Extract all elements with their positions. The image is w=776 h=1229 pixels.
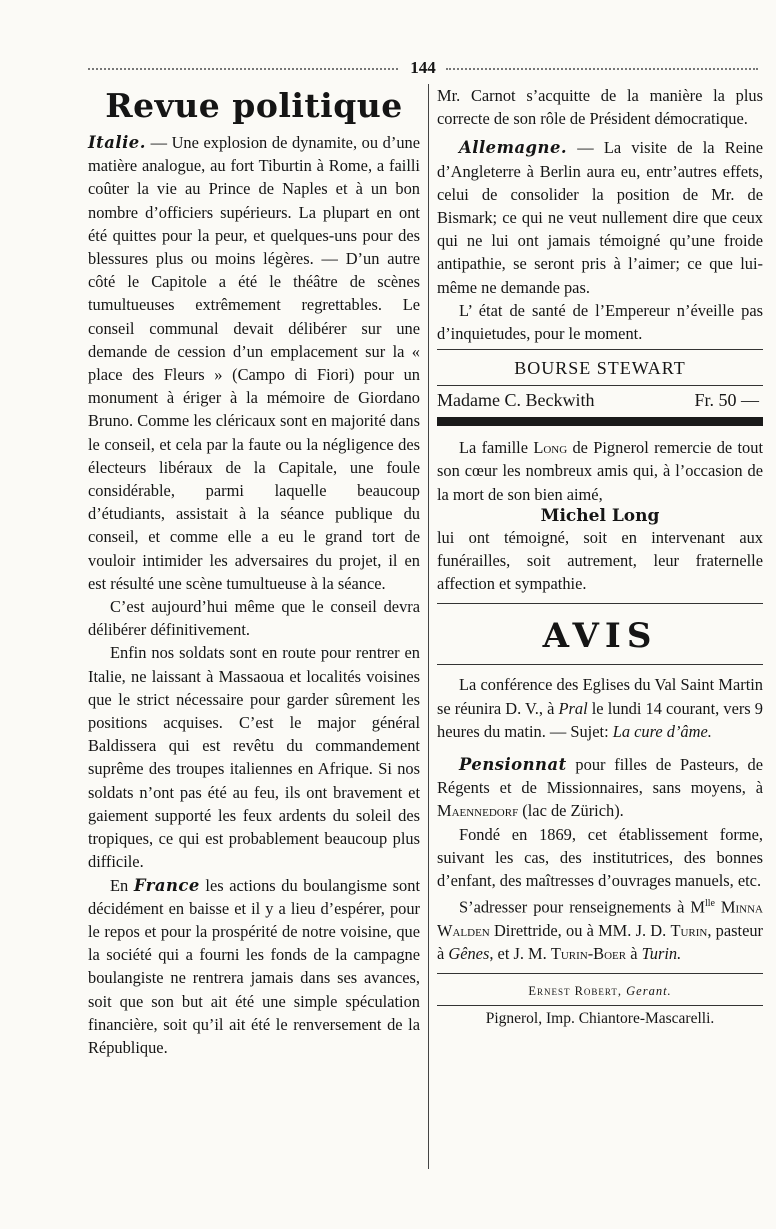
column-divider [428, 84, 429, 1169]
italie-keyword: Italie. [88, 133, 146, 152]
conference-text-b: le lundi 14 courant, vers 9 heures du matin. — Sujet: [437, 698, 763, 741]
separator-rule [437, 603, 763, 604]
long-text-b: de Pignerol remercie de tout son cœur les nombreux amis qui, à l’occasion de la mort de son bien aimé, [437, 438, 763, 504]
italie-paragraph [88, 131, 420, 595]
avis-title: AVIS [542, 616, 658, 657]
allemagne-text: — La visite de la Reine d’Angleterre à Berlin aura eu, entr’autres effets, celui de consolider la position de Mr. de Bismark; ce qui ne veut nullement dire que ceux qui ne lui ont jamais témoigné qu’une froide antipathie, se seront pris à l’aimer; ce que lui-même ne demande pas. [437, 138, 763, 297]
founded-paragraph: Fondé en 1869, cet établissement forme, suivant les cas, des institutrices, des bonnes d’enfant, des maîtresses d’ouvrages manuels, etc. [437, 824, 763, 891]
empereur-paragraph: L’ état de santé de l’Empereur n’éveille pas d’inquietudes, pour le moment. [437, 300, 763, 344]
gerant-line: Ernest Robert, Gerant. [528, 984, 672, 999]
contact-name: Minna Walden [437, 897, 763, 940]
separator-rule [437, 973, 763, 974]
carnot-paragraph: Mr. Carnot s’acquitte de la manière la plus correcte de son rôle de Président démocratique. [437, 86, 763, 129]
france-lead: En [110, 875, 134, 895]
header-rule-left [88, 68, 398, 70]
allemagne-paragraph [437, 136, 763, 298]
france-paragraph [88, 874, 420, 1060]
conseil-paragraph: C’est aujourd’hui même que le conseil devra délibérer définitivement. [88, 597, 420, 640]
separator-rule [437, 385, 763, 386]
contact-text-a: S’adresser pour renseignements à M [459, 897, 705, 917]
contact-genes: Gênes [448, 944, 490, 964]
france-keyword: France [133, 875, 200, 895]
pensionnat-text-b: (lac de Zürich). [518, 801, 624, 821]
page-number: 144 [410, 58, 436, 77]
gerant-title: Gerant. [626, 984, 672, 999]
contact-text-c: , pasteur à [437, 920, 763, 964]
contact-paragraph [437, 892, 763, 965]
separator-rule [437, 349, 763, 350]
section-title: Revue politique [105, 86, 403, 125]
conference-paragraph [437, 673, 763, 743]
conference-text-a: La conférence des Eglises du Val Saint Martin se réunira D. V., à [437, 675, 763, 718]
italie-text: — Une explosion de dynamite, ou d’une matière analogue, au fort Tiburtin à Rome, a failli coûter la vie au Prince de Naples et à un bon nombre d’officiers supérieurs. La plupart en ont été quittes pour la peur, et quelques-uns pour des blessures plus ou moins légères. — D’un autre côté le Capitole a été le théâtre de scènes tumultueuses extrêmement regrettables. Le conseil communal devait délibérer sur une demande de cession d’un emplacement sur la « place des Fleurs » (Campo di Fiori) pour un monument à ériger à la mémoire de Giordano Bruno. Comme les cléricaux sont en majorité dans le conseil, et cela par la faute ou la négligence des électeurs libéraux de la Capitale, une foule considérable, parmi laquelle beaucoup d’étudiants, assistait à la séance publique du conseil, et comme elle a eu le grand tort de vouloir intimider les adversaires du projet, il en est résulté une scène tumultueuse à la séance. [88, 133, 420, 593]
contact-text-e: à [626, 944, 642, 964]
contact-turin: Turin [670, 920, 708, 940]
conference-place: Pral [558, 698, 588, 718]
pensionnat-text-a: pour filles de Pasteurs, de Régents et de Missionnaires, sans moyens, à [437, 755, 763, 798]
gerant-name: Ernest Robert [528, 984, 618, 999]
contact-title-suffix: lle [704, 898, 715, 910]
conference-subject: La cure d’âme. [612, 721, 712, 741]
deceased-name: Michel Long [540, 505, 660, 526]
left-column [88, 84, 420, 1059]
bourse-donor: Madame C. Beckwith [437, 390, 595, 411]
long-paragraph-2: lui ont témoigné, soit en intervenant aux funérailles, soit autrement, leur fraternelle affection et sympathie. [437, 527, 763, 594]
contact-text-d: , et J. M. [489, 944, 551, 964]
header-rule-right [446, 68, 758, 70]
contact-turin-boer: Turin-Boer [550, 944, 627, 964]
pensionnat-keyword: Pensionnat [459, 755, 567, 775]
long-family-name: Long [533, 438, 568, 458]
thick-separator [437, 417, 763, 426]
france-text: les actions du boulangisme sont décidément en baisse et il y a lieu d’espérer, pour le repos et pour la prospérité de notre voisine, que la société qui a fourni les fonds de la campagne boulangiste ne rentrera jamais dans ses avances, soit que son but ait été une simple spéculation financière, soit qu’il ait été le renversement de la République. [88, 875, 420, 1057]
contact-turin-city: Turin. [641, 944, 682, 964]
soldats-paragraph: Enfin nos soldats sont en route pour rentrer en Italie, ne laissant à Massaoua et localités voisines que le strict nécessaire pour garder sûrement les positions acquises. C’est le major général Baldissera qui est revêtu du commandement suprême des troupes italiennes en Afrique. Si nos soldats n’ont pas été au feu, ils ont bravement et gaiement supporté les feux ardents du soleil des tropiques, ce qui est probablement beaucoup plus difficile. [88, 643, 420, 872]
page-header [88, 58, 758, 78]
long-paragraph [437, 436, 763, 506]
printer-line: Pignerol, Imp. Chiantore-Mascarelli. [485, 1010, 715, 1028]
long-text-a: La famille [459, 438, 534, 458]
allemagne-keyword: Allemagne. [459, 138, 568, 158]
bourse-entry [437, 390, 763, 411]
pensionnat-paragraph [437, 753, 763, 823]
pensionnat-place: Maennedorf [437, 801, 519, 821]
bourse-title: BOURSE STEWART [514, 358, 686, 379]
separator-rule [437, 664, 763, 665]
separator-rule [437, 1005, 763, 1006]
contact-text-b: Direttride, ou à MM. J. D. [489, 920, 671, 940]
bourse-amount: Fr. 50 — [694, 390, 759, 411]
right-column [437, 84, 763, 1028]
